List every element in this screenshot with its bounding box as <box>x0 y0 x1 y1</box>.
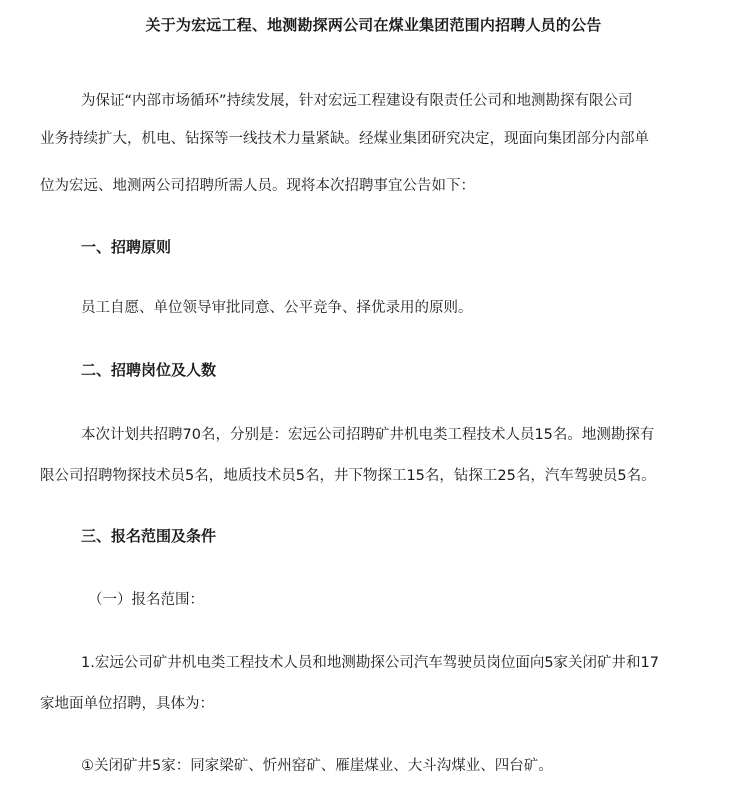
section-2-line-2: 限公司招聘物探技术员5名，地质技术员5名，井下物探工15名，钻探工25名，汽车驾驶员5名。 <box>40 468 656 484</box>
section-3-item-1-line-2: 家地面单位招聘，具体为： <box>40 696 214 712</box>
section-3-item-1-line-1: 1.宏远公司矿井机电类工程技术人员和地测勘探公司汽车驾驶员岗位面向5家关闭矿井和17 <box>81 655 660 671</box>
document-title: 关于为宏远工程、地测勘探两公司在煤业集团范围内招聘人员的公告 <box>145 16 602 34</box>
intro-line-2: 业务持续扩大，机电、钻探等一线技术力量紧缺。经煤业集团研究决定，现面向集团部分内部单 <box>40 131 649 147</box>
section-2-heading: 二、招聘岗位及人数 <box>81 361 217 379</box>
section-3-heading: 三、报名范围及条件 <box>81 527 217 545</box>
intro-line-3: 位为宏远、地测两公司招聘所需人员。现将本次招聘事宜公告如下： <box>40 178 475 194</box>
section-3-item-1-sub: ①关闭矿井5家：同家梁矿、忻州窑矿、雁崖煤业、大斗沟煤业、四台矿。 <box>81 758 553 774</box>
section-3-sub-1: （一）报名范围： <box>88 592 204 608</box>
section-1-body: 员工自愿、单位领导审批同意、公平竞争、择优录用的原则。 <box>81 300 473 316</box>
section-2-line-1: 本次计划共招聘70名，分别是：宏远公司招聘矿井机电类工程技术人员15名。地测勘探有 <box>81 427 655 443</box>
section-1-heading: 一、招聘原则 <box>81 238 172 256</box>
intro-line-1: 为保证“内部市场循环”持续发展，针对宏远工程建设有限责任公司和地测勘探有限公司 <box>81 93 633 109</box>
